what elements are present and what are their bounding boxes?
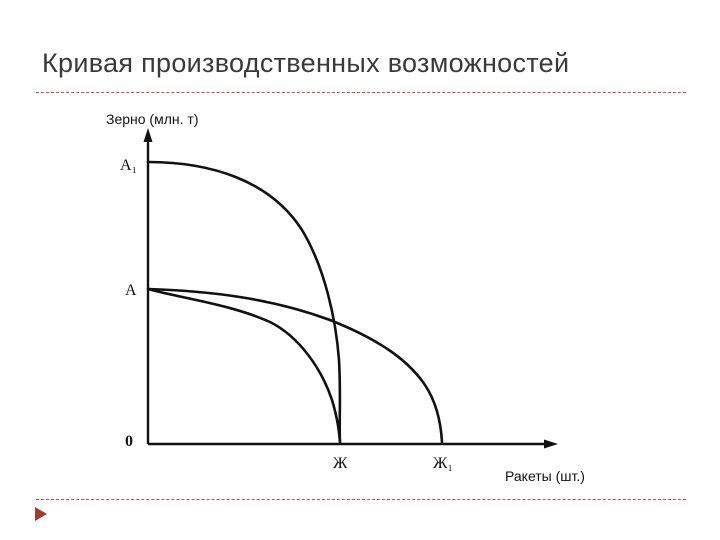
y-axis-arrow <box>144 128 153 142</box>
bullet-arrow-icon <box>34 506 48 527</box>
footer-divider <box>36 499 686 500</box>
x-axis-label: Ракеты (шт.) <box>505 468 585 484</box>
curve-a-zh1 <box>148 289 442 442</box>
y-point-a: A <box>125 282 137 299</box>
y-point-a1: A₁ <box>120 157 138 174</box>
x-point-zh1: Ж₁ <box>433 455 453 472</box>
x-point-zh: Ж <box>333 455 348 472</box>
x-axis-arrow <box>544 440 558 449</box>
y-axis-label: Зерно (млн. т) <box>106 111 199 127</box>
axes <box>148 138 548 444</box>
slide-title: Кривая производственных возможностей <box>42 48 570 78</box>
curve-a1-zh <box>148 162 340 442</box>
curve-a-zh <box>148 289 340 442</box>
origin-label: 0 <box>125 433 133 450</box>
